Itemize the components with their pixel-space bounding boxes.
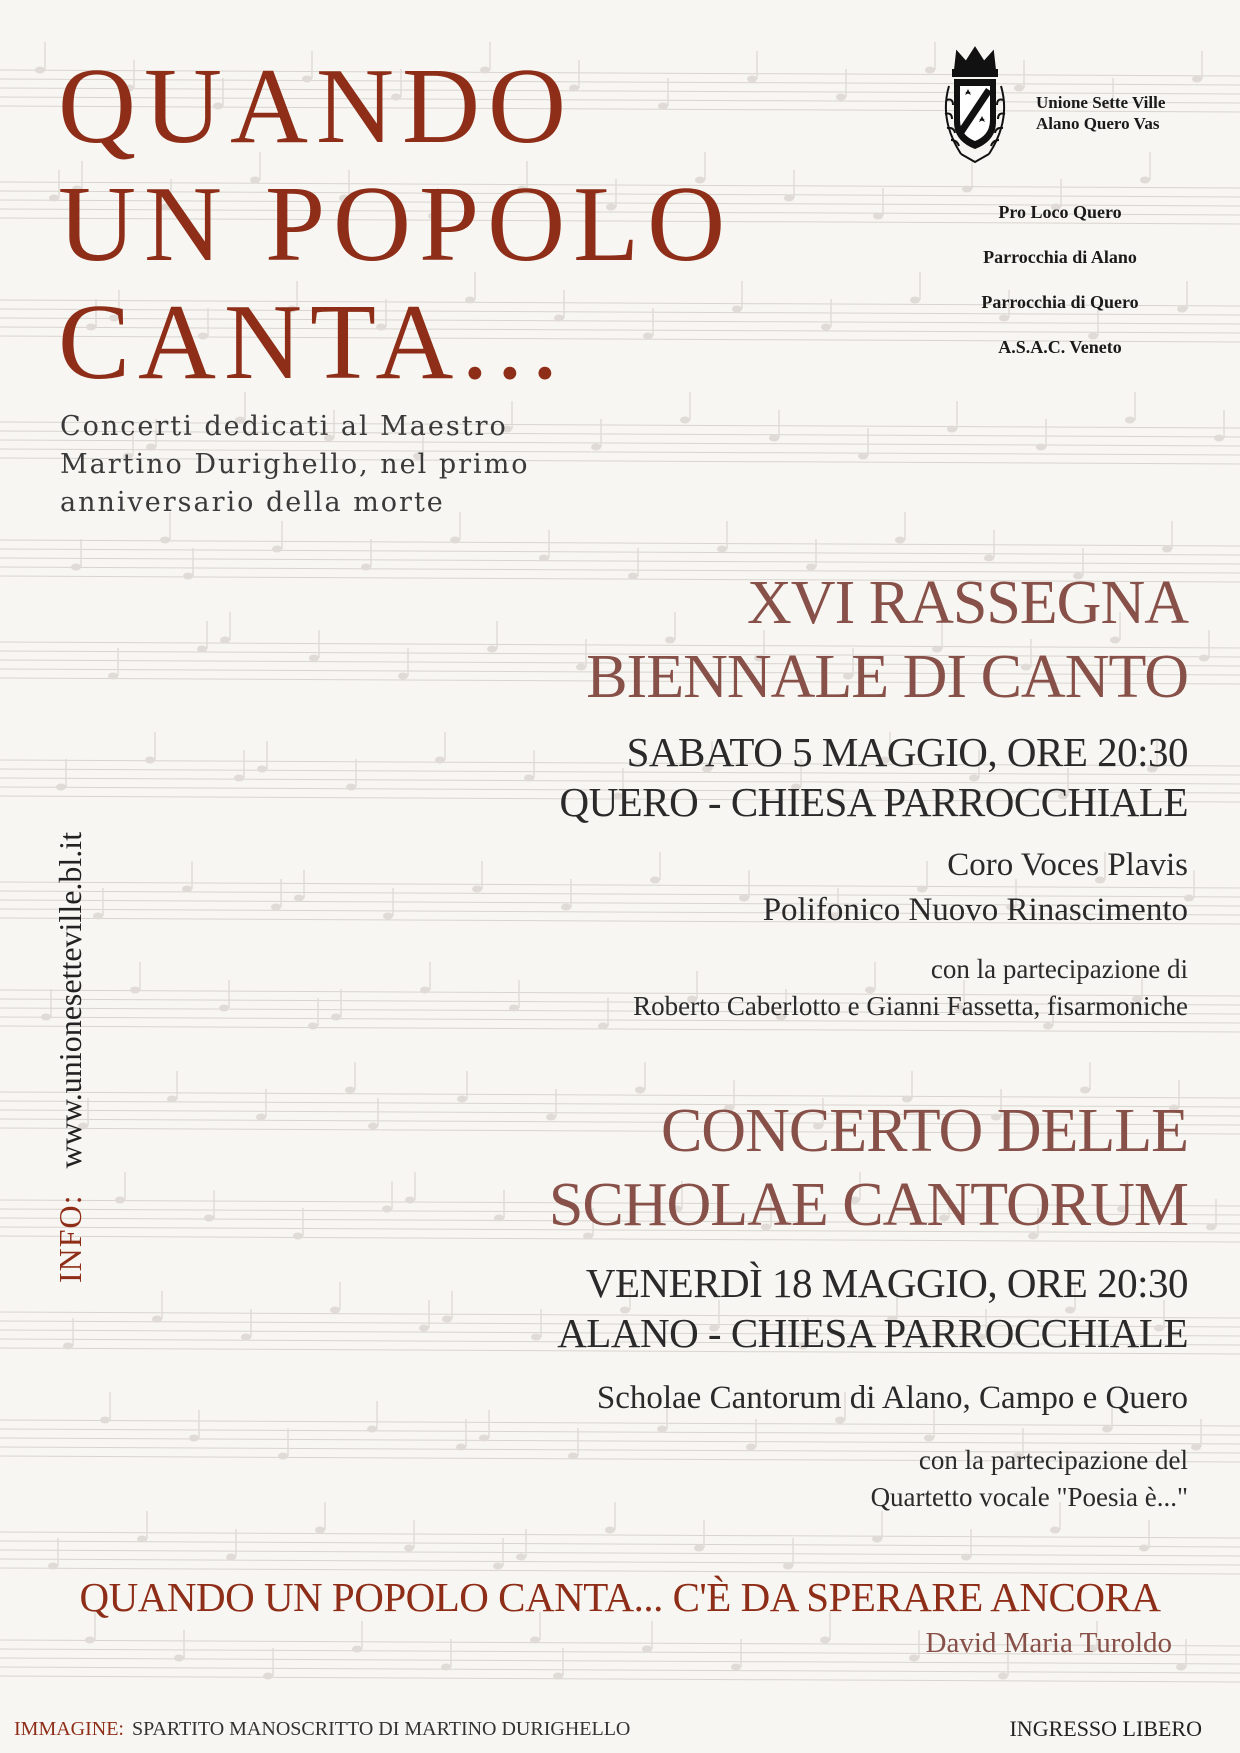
note-head (1080, 1087, 1090, 1094)
note-head (346, 784, 356, 791)
event1-performers (763, 843, 1188, 933)
note-head (784, 195, 794, 202)
note-head (747, 76, 757, 83)
note-head (509, 1005, 519, 1012)
event2-performers (597, 1376, 1188, 1421)
closing-quote: QUANDO UN POPOLO CANTA... C'È DA SPERARE ANCORA (79, 1574, 1161, 1620)
note-head (924, 1435, 934, 1442)
event2-participation (871, 1442, 1188, 1516)
event-title-line: XVI RASSEGNA (747, 569, 1188, 637)
note-head (694, 1545, 704, 1552)
note-head (456, 1444, 466, 1451)
event-datetime: VENERDÌ 18 MAGGIO, ORE 20:30 (585, 1260, 1188, 1306)
poster-title (58, 48, 733, 402)
note-head (63, 1343, 73, 1350)
note-head (160, 537, 170, 544)
performer-line: Polifonico Nuovo Rinascimento (762, 892, 1188, 928)
note-head (1050, 1527, 1060, 1534)
note-head (220, 637, 230, 644)
note-head (278, 1453, 288, 1460)
event-title-line: SCHOLAE CANTORUM (548, 1171, 1188, 1239)
note-head (271, 904, 281, 911)
note-head (746, 1444, 756, 1451)
note-head (531, 1334, 541, 1341)
note-head (345, 1087, 355, 1094)
note-head (330, 1307, 340, 1314)
note-head (382, 1206, 392, 1213)
note-head (130, 987, 140, 994)
note-head (1139, 1545, 1149, 1552)
note-head (189, 1435, 199, 1442)
note-head (405, 1197, 415, 1204)
note-head (398, 673, 408, 680)
title-line: QUANDO (58, 47, 574, 166)
note-head (998, 1673, 1008, 1680)
note-head (836, 94, 846, 101)
partner-item: Parrocchia di Alano (983, 247, 1137, 267)
event-place: QUERO - CHIESA PARROCCHIALE (559, 779, 1188, 825)
note-head (226, 1554, 236, 1561)
staff-line (0, 540, 1240, 546)
note-head (961, 1554, 971, 1561)
note-head (598, 1023, 608, 1030)
event-title-line: CONCERTO DELLE (660, 1097, 1188, 1165)
note-head (680, 417, 690, 424)
partner-item: A.S.A.C. Veneto (998, 337, 1122, 357)
note-head (605, 1527, 615, 1534)
note-head (1192, 76, 1202, 83)
event-title-line: BIENNALE DI CANTO (586, 643, 1188, 711)
note-head (516, 1554, 526, 1561)
note-head (732, 306, 742, 313)
note-head (441, 1664, 451, 1671)
note-head (1214, 435, 1224, 442)
note-head (263, 1673, 273, 1680)
note-head (561, 904, 571, 911)
note-head (568, 1453, 578, 1460)
note-head (553, 1673, 563, 1680)
note-head (1162, 546, 1172, 553)
staff-line (0, 1429, 1240, 1435)
participation-line: Quartetto vocale "Poesia è..." (870, 1482, 1188, 1512)
note-head (115, 1197, 125, 1204)
event1-when-where (559, 727, 1188, 827)
note-head (167, 1096, 177, 1103)
note-head (435, 757, 445, 764)
image-credit-text: SPARTITO MANOSCRITTO DI MARTINO DURIGHELLO (132, 1718, 631, 1740)
note-head (1191, 1444, 1201, 1451)
participation-line: Roberto Caberlotto e Gianni Fassetta, fisarmoniche (633, 991, 1188, 1021)
note-head (739, 895, 749, 902)
note-head (294, 895, 304, 902)
note-head (1140, 177, 1150, 184)
note-head (1199, 655, 1209, 662)
note-head (368, 1123, 378, 1130)
staff-line (0, 1667, 1240, 1673)
note-head (1014, 85, 1024, 92)
partner-list (930, 198, 1190, 378)
note-head (472, 886, 482, 893)
note-head (48, 1563, 58, 1570)
poster-subtitle (60, 408, 530, 522)
note-head (182, 886, 192, 893)
staff-line (0, 558, 1240, 564)
event1-participation (633, 951, 1188, 1025)
note-head (145, 757, 155, 764)
note-head (219, 1005, 229, 1012)
info-vertical (52, 832, 89, 1283)
note-head (642, 1646, 652, 1653)
participation-line: con la partecipazione del (918, 1445, 1188, 1475)
note-head (873, 213, 883, 220)
note-head (241, 1334, 251, 1341)
note-head (858, 453, 868, 460)
image-credit (14, 1718, 630, 1741)
note-head (635, 1087, 645, 1094)
note-head (56, 784, 66, 791)
note-head (909, 1655, 919, 1662)
note-head (442, 1316, 452, 1323)
note-head (657, 1426, 667, 1433)
note-head (1176, 1664, 1186, 1671)
staff-line (0, 1026, 1240, 1032)
logo-line: Alano Quero Vas (1036, 114, 1160, 133)
note-head (41, 1014, 51, 1021)
note-head (257, 766, 267, 773)
event-datetime: SABATO 5 MAGGIO, ORE 20:30 (626, 729, 1188, 775)
note-head (234, 775, 244, 782)
note-head (783, 1563, 793, 1570)
title-line: UN POPOLO (58, 165, 734, 284)
note-head (100, 1417, 110, 1424)
note-head (256, 1114, 266, 1121)
note-head (1102, 1426, 1112, 1433)
note-head (487, 646, 497, 653)
performer-line: Scholae Cantorum di Alano, Campo e Quero (596, 1380, 1188, 1416)
note-head (731, 1664, 741, 1671)
image-credit-label: IMMAGINE: (14, 1718, 124, 1740)
note-head (1125, 417, 1135, 424)
logo-line: Unione Sette Ville (1036, 93, 1166, 112)
note-head (361, 564, 371, 571)
subtitle-line: Martino Durighello, nel primo (60, 449, 530, 480)
note-head (315, 1527, 325, 1534)
note-head (71, 564, 81, 571)
participation-line: con la partecipazione di (930, 954, 1188, 984)
note-head (493, 1563, 503, 1570)
note-head (85, 1637, 95, 1644)
staff-line (0, 1676, 1240, 1682)
event2-title (549, 1094, 1188, 1242)
note-head (820, 1637, 830, 1644)
note-head (962, 186, 972, 193)
staff-line (0, 1550, 1240, 1556)
note-head (494, 1215, 504, 1222)
event-place: ALANO - CHIESA PARROCCHIALE (557, 1310, 1188, 1356)
note-head (717, 546, 727, 553)
note-head (183, 573, 193, 580)
note-head (383, 913, 393, 920)
note-head (352, 1646, 362, 1653)
note-head (197, 646, 207, 653)
note-head (591, 444, 601, 451)
note-head (769, 435, 779, 442)
note-head (309, 655, 319, 662)
note-head (204, 1215, 214, 1222)
note-head (404, 1545, 414, 1552)
note-head (1206, 1224, 1216, 1231)
note-head (984, 555, 994, 562)
note-head (174, 1655, 184, 1662)
note-head (524, 775, 534, 782)
note-head (367, 1426, 377, 1433)
performer-line: Coro Voces Plavis (947, 847, 1188, 883)
note-head (925, 67, 935, 74)
note-head (1036, 444, 1046, 451)
note-head (137, 1536, 147, 1543)
note-head (895, 537, 905, 544)
note-head (650, 877, 660, 884)
note-head (331, 1014, 341, 1021)
note-head (947, 426, 957, 433)
note-head (308, 1023, 318, 1030)
info-url[interactable]: www.unionesetteville.bl.it (52, 831, 88, 1169)
subtitle-line: anniversario della morte (60, 487, 445, 518)
event1-title (586, 566, 1188, 714)
coat-of-arms-icon (935, 40, 1015, 175)
note-head (821, 324, 831, 331)
staff-line (0, 1559, 1240, 1565)
info-label: INFO: (52, 1194, 88, 1283)
note-head (457, 1096, 467, 1103)
note-head (293, 1233, 303, 1240)
note-head (35, 67, 45, 74)
staff-line (0, 1541, 1240, 1547)
note-head (910, 297, 920, 304)
note-head (93, 913, 103, 920)
note-head (108, 673, 118, 680)
note-head (450, 537, 460, 544)
event2-when-where (557, 1258, 1188, 1358)
staff-line (0, 549, 1240, 555)
note-head (479, 1435, 489, 1442)
title-line: CANTA... (58, 283, 567, 402)
note-head (419, 1325, 429, 1332)
quote-author: David Maria Turoldo (925, 1627, 1172, 1659)
free-entry: INGRESSO LIBERO (1009, 1716, 1202, 1741)
subtitle-line: Concerti dedicati al Maestro (60, 411, 508, 442)
partner-item: Pro Loco Quero (998, 202, 1122, 222)
note-head (530, 1637, 540, 1644)
note-head (539, 555, 549, 562)
note-head (272, 546, 282, 553)
note-head (152, 1316, 162, 1323)
note-head (420, 987, 430, 994)
note-head (872, 1536, 882, 1543)
partner-item: Parrocchia di Quero (981, 292, 1139, 312)
note-head (576, 664, 586, 671)
logo-text (1036, 92, 1165, 134)
